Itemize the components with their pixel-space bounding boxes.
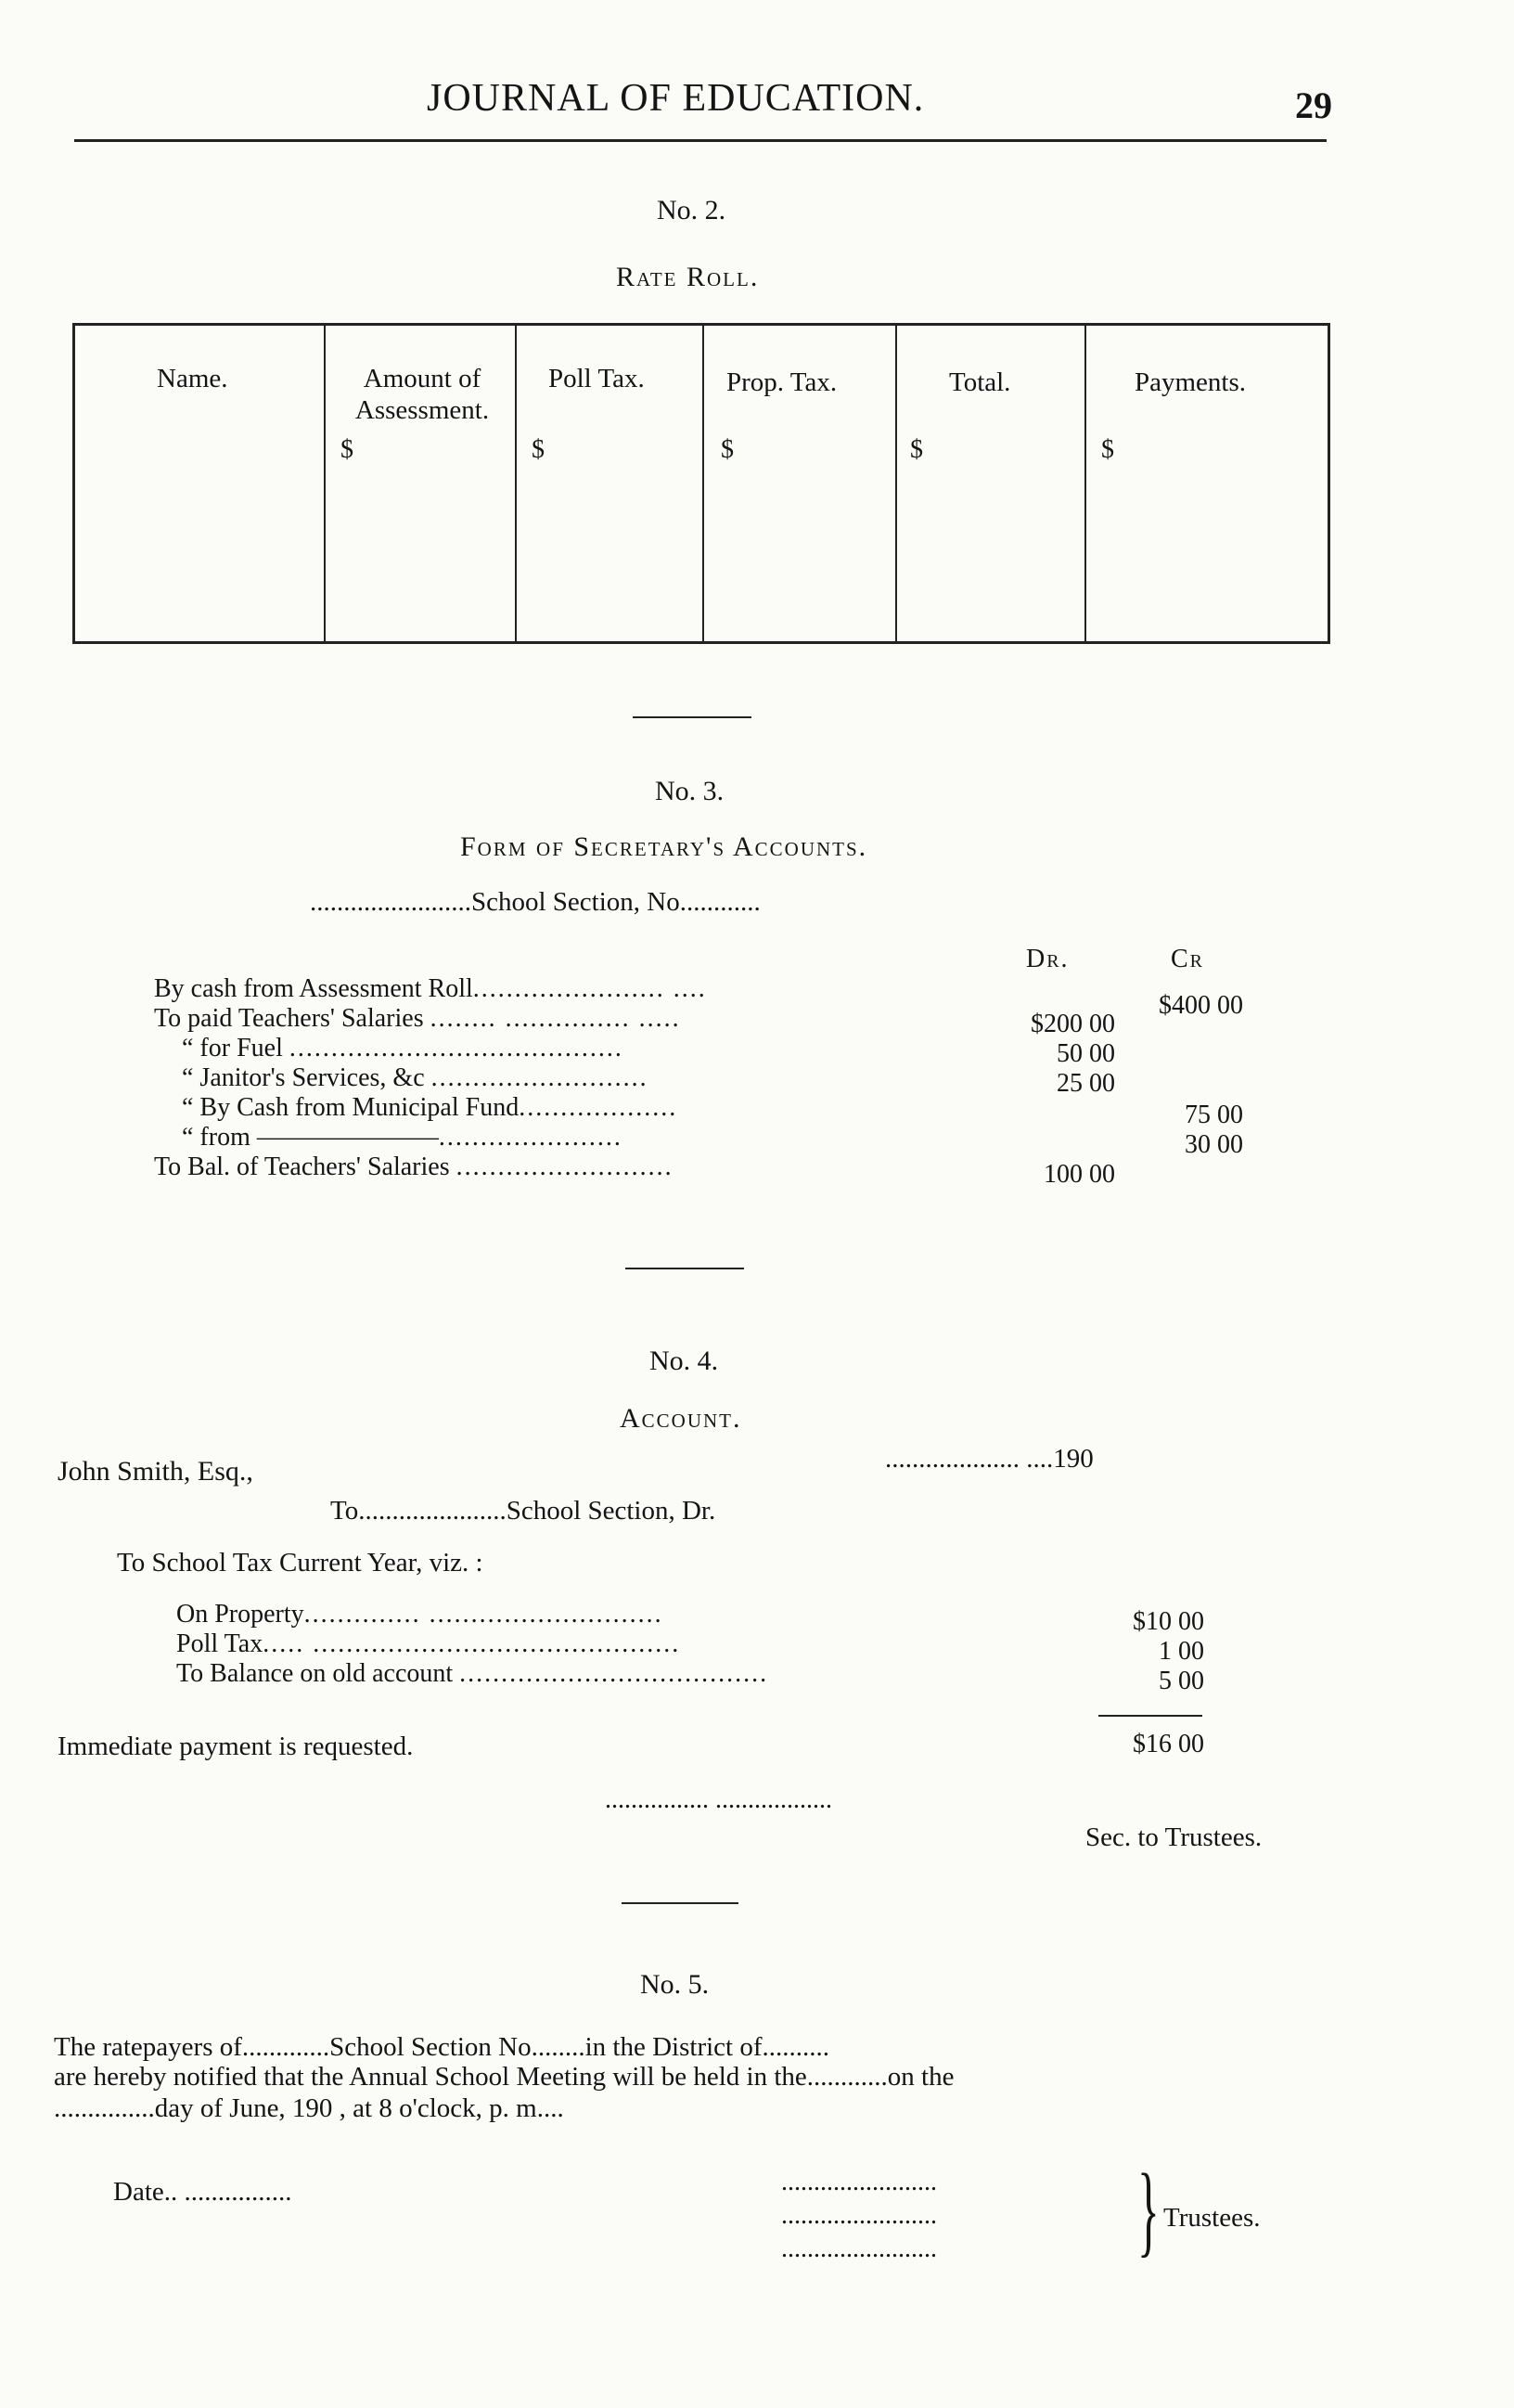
signature-line: ................ .................. bbox=[605, 1785, 832, 1814]
running-title: JOURNAL OF EDUCATION. bbox=[427, 77, 925, 120]
form2-title: Rate Roll. bbox=[616, 262, 760, 292]
dollar-sign: $ bbox=[532, 435, 545, 464]
form2-number: No. 2. bbox=[657, 195, 726, 225]
account-to-line: To......................School Section, Dr. bbox=[330, 1496, 716, 1526]
trustee-signature-line: ........................ bbox=[781, 2201, 937, 2230]
debit-amount: 25 00 bbox=[1057, 1069, 1115, 1098]
item-amount: 5 00 bbox=[1159, 1667, 1204, 1695]
col-header-payments: Payments. bbox=[1135, 367, 1247, 397]
ledger-row: “ for Fuel ........................................ bbox=[182, 1034, 623, 1062]
trustees-label: Trustees. bbox=[1163, 2203, 1261, 2233]
debit-amount: 50 00 bbox=[1057, 1039, 1115, 1068]
rate-roll-table bbox=[72, 323, 1330, 644]
page-number: 29 bbox=[1295, 84, 1332, 126]
form3-section-line: ........................School Section, No............ bbox=[310, 887, 761, 917]
ledger-row: By cash from Assessment Roll....................... .... bbox=[154, 974, 707, 1003]
section-divider bbox=[625, 1268, 744, 1269]
ledger-row: “ from ———————...................... bbox=[182, 1123, 622, 1152]
trustee-signature-line: ........................ bbox=[781, 2168, 937, 2196]
credit-amount: 75 00 bbox=[1185, 1101, 1243, 1129]
brace: } bbox=[1137, 2153, 1160, 2266]
item-amount: $10 00 bbox=[1133, 1607, 1204, 1636]
payment-note: Immediate payment is requested. bbox=[58, 1732, 414, 1761]
col-header-total: Total. bbox=[949, 367, 1011, 397]
header-rule bbox=[74, 139, 1327, 142]
account-item: To Balance on old account ..................................... bbox=[176, 1659, 769, 1688]
dollar-sign: $ bbox=[721, 435, 734, 464]
addressee: John Smith, Esq., bbox=[58, 1456, 253, 1487]
debit-amount: 100 00 bbox=[1044, 1160, 1115, 1189]
dollar-sign: $ bbox=[340, 435, 353, 464]
column-divider bbox=[895, 326, 897, 641]
dollar-sign: $ bbox=[1101, 435, 1114, 464]
account-date-line: .................... ....190 bbox=[885, 1444, 1094, 1474]
col-header-name: Name. bbox=[157, 364, 228, 393]
notice-line-1: The ratepayers of.............School Section No........in the District of.......... bbox=[54, 2032, 830, 2062]
col-header-poll-tax: Poll Tax. bbox=[548, 364, 645, 393]
account-item: Poll Tax..... ............................................ bbox=[176, 1629, 681, 1658]
ledger-row: To Bal. of Teachers' Salaries .......................... bbox=[154, 1152, 674, 1181]
sum-rule bbox=[1098, 1715, 1202, 1717]
notice-line-3: ...............day of June, 190 , at 8 o'clock, p. m.... bbox=[54, 2093, 564, 2123]
trustee-signature-line: ........................ bbox=[781, 2234, 937, 2263]
notice-line-2: are hereby notified that the Annual School Meeting will be held in the............on the bbox=[54, 2062, 955, 2092]
section-divider bbox=[622, 1902, 738, 1904]
ledger-row: “ By Cash from Municipal Fund................... bbox=[182, 1093, 678, 1122]
column-divider bbox=[324, 326, 326, 641]
col-header-prop-tax: Prop. Tax. bbox=[726, 367, 838, 397]
signature-label: Sec. to Trustees. bbox=[1085, 1822, 1263, 1852]
debit-header: Dr. bbox=[1026, 945, 1070, 973]
account-intro: To School Tax Current Year, viz. : bbox=[117, 1548, 483, 1577]
form4-title: Account. bbox=[620, 1403, 742, 1434]
date-line: Date.. ................ bbox=[113, 2177, 292, 2207]
credit-header: Cr bbox=[1171, 945, 1205, 973]
section-divider bbox=[633, 716, 751, 718]
dollar-sign: $ bbox=[910, 435, 923, 464]
form3-title: Form of Secretary's Accounts. bbox=[460, 831, 868, 862]
ledger-row: To paid Teachers' Salaries ........ ............... ..... bbox=[154, 1004, 681, 1033]
form3-number: No. 3. bbox=[655, 776, 725, 806]
account-total: $16 00 bbox=[1133, 1730, 1204, 1758]
account-item: On Property.............. ............................ bbox=[176, 1600, 663, 1629]
ledger-row: “ Janitor's Services, &c .......................... bbox=[182, 1063, 648, 1092]
col-header-assessment: Amount of Assessment. bbox=[354, 364, 490, 425]
debit-amount: $200 00 bbox=[1031, 1010, 1115, 1038]
form4-number: No. 4. bbox=[649, 1346, 719, 1376]
column-divider bbox=[515, 326, 517, 641]
item-amount: 1 00 bbox=[1159, 1637, 1204, 1666]
credit-amount: $400 00 bbox=[1159, 991, 1243, 1020]
credit-amount: 30 00 bbox=[1185, 1130, 1243, 1159]
column-divider bbox=[702, 326, 704, 641]
form5-number: No. 5. bbox=[640, 1969, 710, 2000]
column-divider bbox=[1084, 326, 1086, 641]
